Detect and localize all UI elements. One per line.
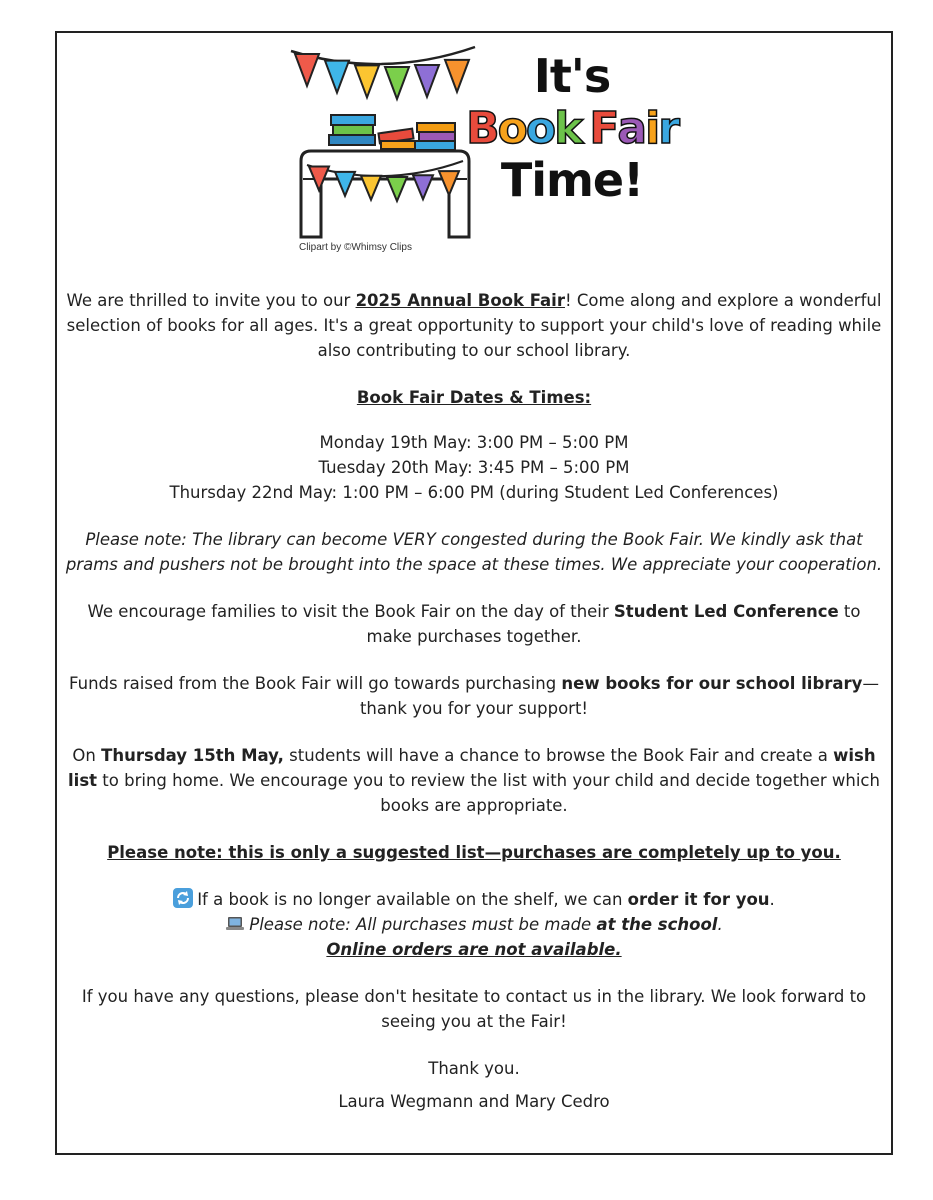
title-letter: i [645, 103, 659, 154]
title-time: Time! [500, 153, 644, 207]
signoff [65, 1056, 883, 1114]
bunting-flag [295, 54, 319, 86]
bunting-flag [325, 61, 349, 93]
title-letter: k [554, 103, 582, 154]
flyer-frame [55, 31, 893, 1155]
date-item: Thursday 22nd May: 1:00 PM – 6:00 PM (during Student Led Conferences) [169, 483, 779, 502]
title-letter: B [466, 103, 498, 154]
title-letter: F [589, 103, 618, 154]
title-letter: r [658, 103, 678, 154]
bunting-flag [361, 176, 381, 200]
title-letter: o [497, 103, 526, 154]
title [457, 49, 687, 207]
title-its: It's [533, 49, 611, 103]
book-table-clipart [283, 39, 483, 263]
clipart-credit: Clipart by ©Whimsy Clips [299, 242, 412, 253]
event-name: 2025 Annual Book Fair [355, 291, 565, 310]
bunting-flag [335, 172, 355, 196]
suggested-list-note: Please note: this is only a suggested list—purchases are completely up to you. [107, 843, 841, 862]
bunting-flag [415, 65, 439, 97]
signature: Laura Wegmann and Mary Cedro [338, 1092, 610, 1111]
dates-heading: Book Fair Dates & Times: [356, 388, 592, 407]
refresh-icon [173, 888, 193, 908]
title-book-fair [457, 103, 687, 154]
bunting-flag [413, 175, 433, 199]
online-orders-note: Online orders are not available. [326, 940, 622, 959]
letter-body [65, 288, 883, 1122]
title-letter: o [525, 103, 555, 154]
date-item: Monday 19th May: 3:00 PM – 5:00 PM [319, 433, 629, 452]
congestion-note: Please note: The library can become VERY congested during the Book Fair. We kindly ask that prams and pushers not be brought into the space at these times. We appreciate your cooperation. [65, 530, 883, 574]
encourage-paragraph: We encourage families to visit the Book Fair on the day of their Student Led Conference to make purchases together. [87, 602, 861, 646]
intro-paragraph: We are thrilled to invite you to our 2025 Annual Book Fair! Come along and explore a wonderful selection of books for all ages. It's a great opportunity to support your child's love of reading while also contributing to our school library. [66, 291, 882, 360]
date-item: Tuesday 20th May: 3:45 PM – 5:00 PM [318, 458, 630, 477]
header [57, 39, 891, 279]
funds-paragraph: Funds raised from the Book Fair will go towards purchasing new books for our school library—thank you for your support! [69, 674, 879, 718]
bunting-flag [387, 177, 407, 201]
title-letter: a [617, 103, 646, 154]
laptop-icon [225, 913, 245, 933]
thanks-text: Thank you. [428, 1059, 520, 1078]
wishlist-paragraph: On Thursday 15th May, students will have a chance to browse the Book Fair and create a wish list to bring home. We encourage you to review the list with your child and decide together which books are appropriate. [68, 746, 880, 815]
questions-paragraph: If you have any questions, please don't hesitate to contact us in the library. We look forward to seeing you at the Fair! [81, 987, 867, 1031]
ordering-info: If a book is no longer available on the shelf, we can order it for you. Please note: All purchases must be made at the school. Online orders are not available. [65, 887, 883, 962]
dates-list [65, 430, 883, 505]
bunting-flag [355, 65, 379, 97]
bunting-flag [385, 67, 409, 99]
